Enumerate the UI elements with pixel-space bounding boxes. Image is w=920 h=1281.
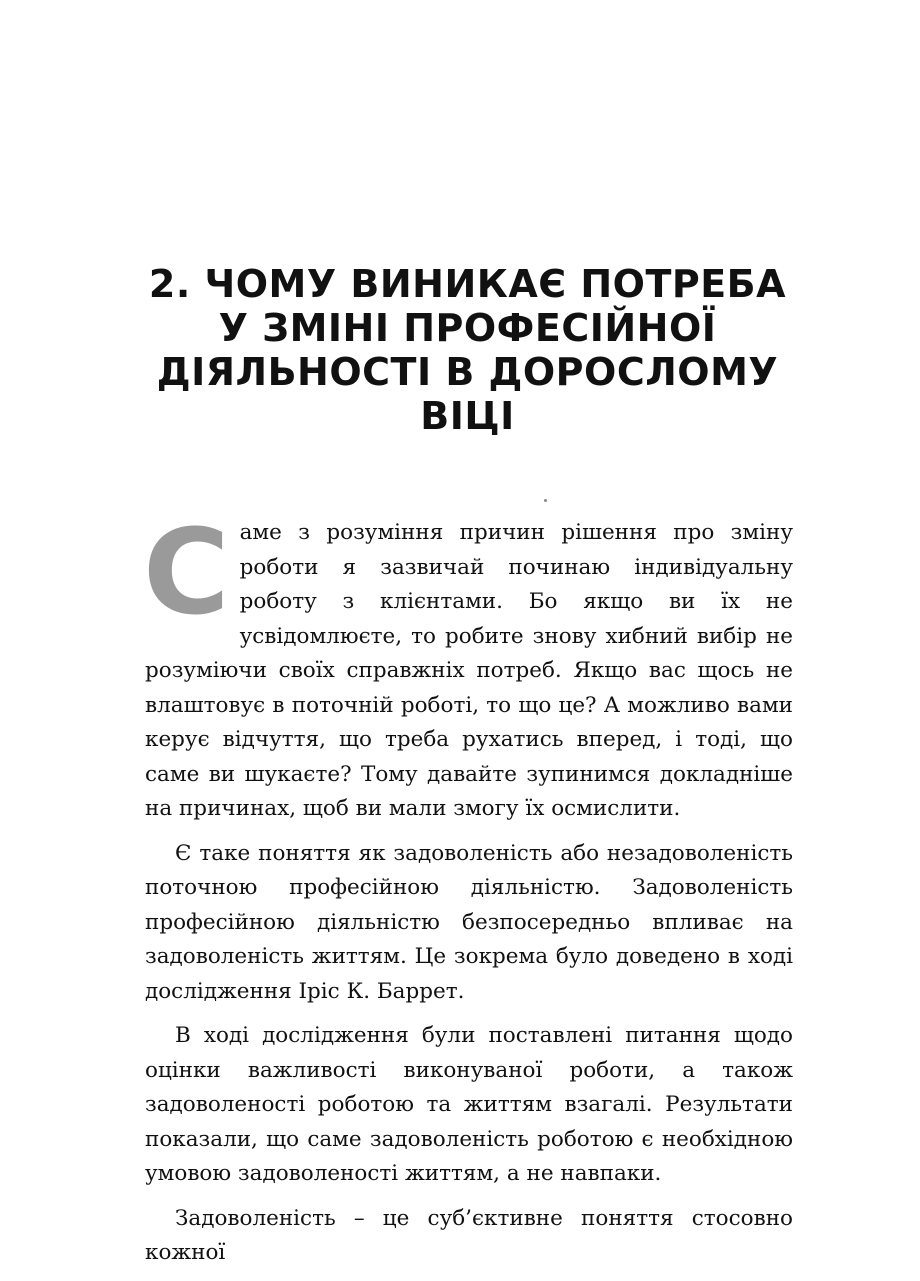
- paragraph: Задоволеність – це суб’єктивне поняття стосовно кожної: [145, 1205, 793, 1265]
- paragraph: [143, 503, 793, 827]
- chapter-title-line: ДІЯЛЬНОСТІ В ДОРОСЛОМУ: [156, 350, 779, 394]
- paragraph: Є таке поняття як задоволеність або незадоволеність поточною професійною діяльністю. Задоволеність професійною діяльністю безпосередньо впливає на задоволеність життям. Це зокрема було доведено в ході дослідження Іріс К. Баррет.: [145, 840, 793, 1004]
- drop-cap: С: [143, 503, 230, 641]
- print-speck: [544, 499, 547, 502]
- paragraph-text: аме з розуміння причин рішення про зміну роботи я зазвичай починаю індивідуальну роботу з клієнтами. Бо якщо ви їх не усвідомлюєте, то робите знову хибний вибір не розуміючи своїх справжніх потреб. Якщо вас щось не влаштовує в поточній роботі, то що це? А можливо вами керує відчуття, що треба рухатись вперед, і тоді, що саме ви шукаєте? Тому давайте зупинимся докладніше на причинах, щоб ви мали змогу їх осмислити.: [145, 520, 793, 821]
- chapter-title-line: 2. ЧОМУ ВИНИКАЄ ПОТРЕБА: [148, 262, 787, 306]
- chapter-title: [140, 262, 795, 438]
- paragraph: В ході дослідження були поставлені питання щодо оцінки важливості виконуваної роботи, а також задоволеності роботою та життям взагалі. Результати показали, що саме задоволеність роботою є необхідною умовою задоволеності життям, а не навпаки.: [145, 1023, 793, 1186]
- body-text: [143, 503, 793, 1281]
- chapter-title-line: ВІЦІ: [420, 394, 515, 438]
- chapter-title-line: У ЗМІНІ ПРОФЕСІЙНОЇ: [218, 306, 717, 350]
